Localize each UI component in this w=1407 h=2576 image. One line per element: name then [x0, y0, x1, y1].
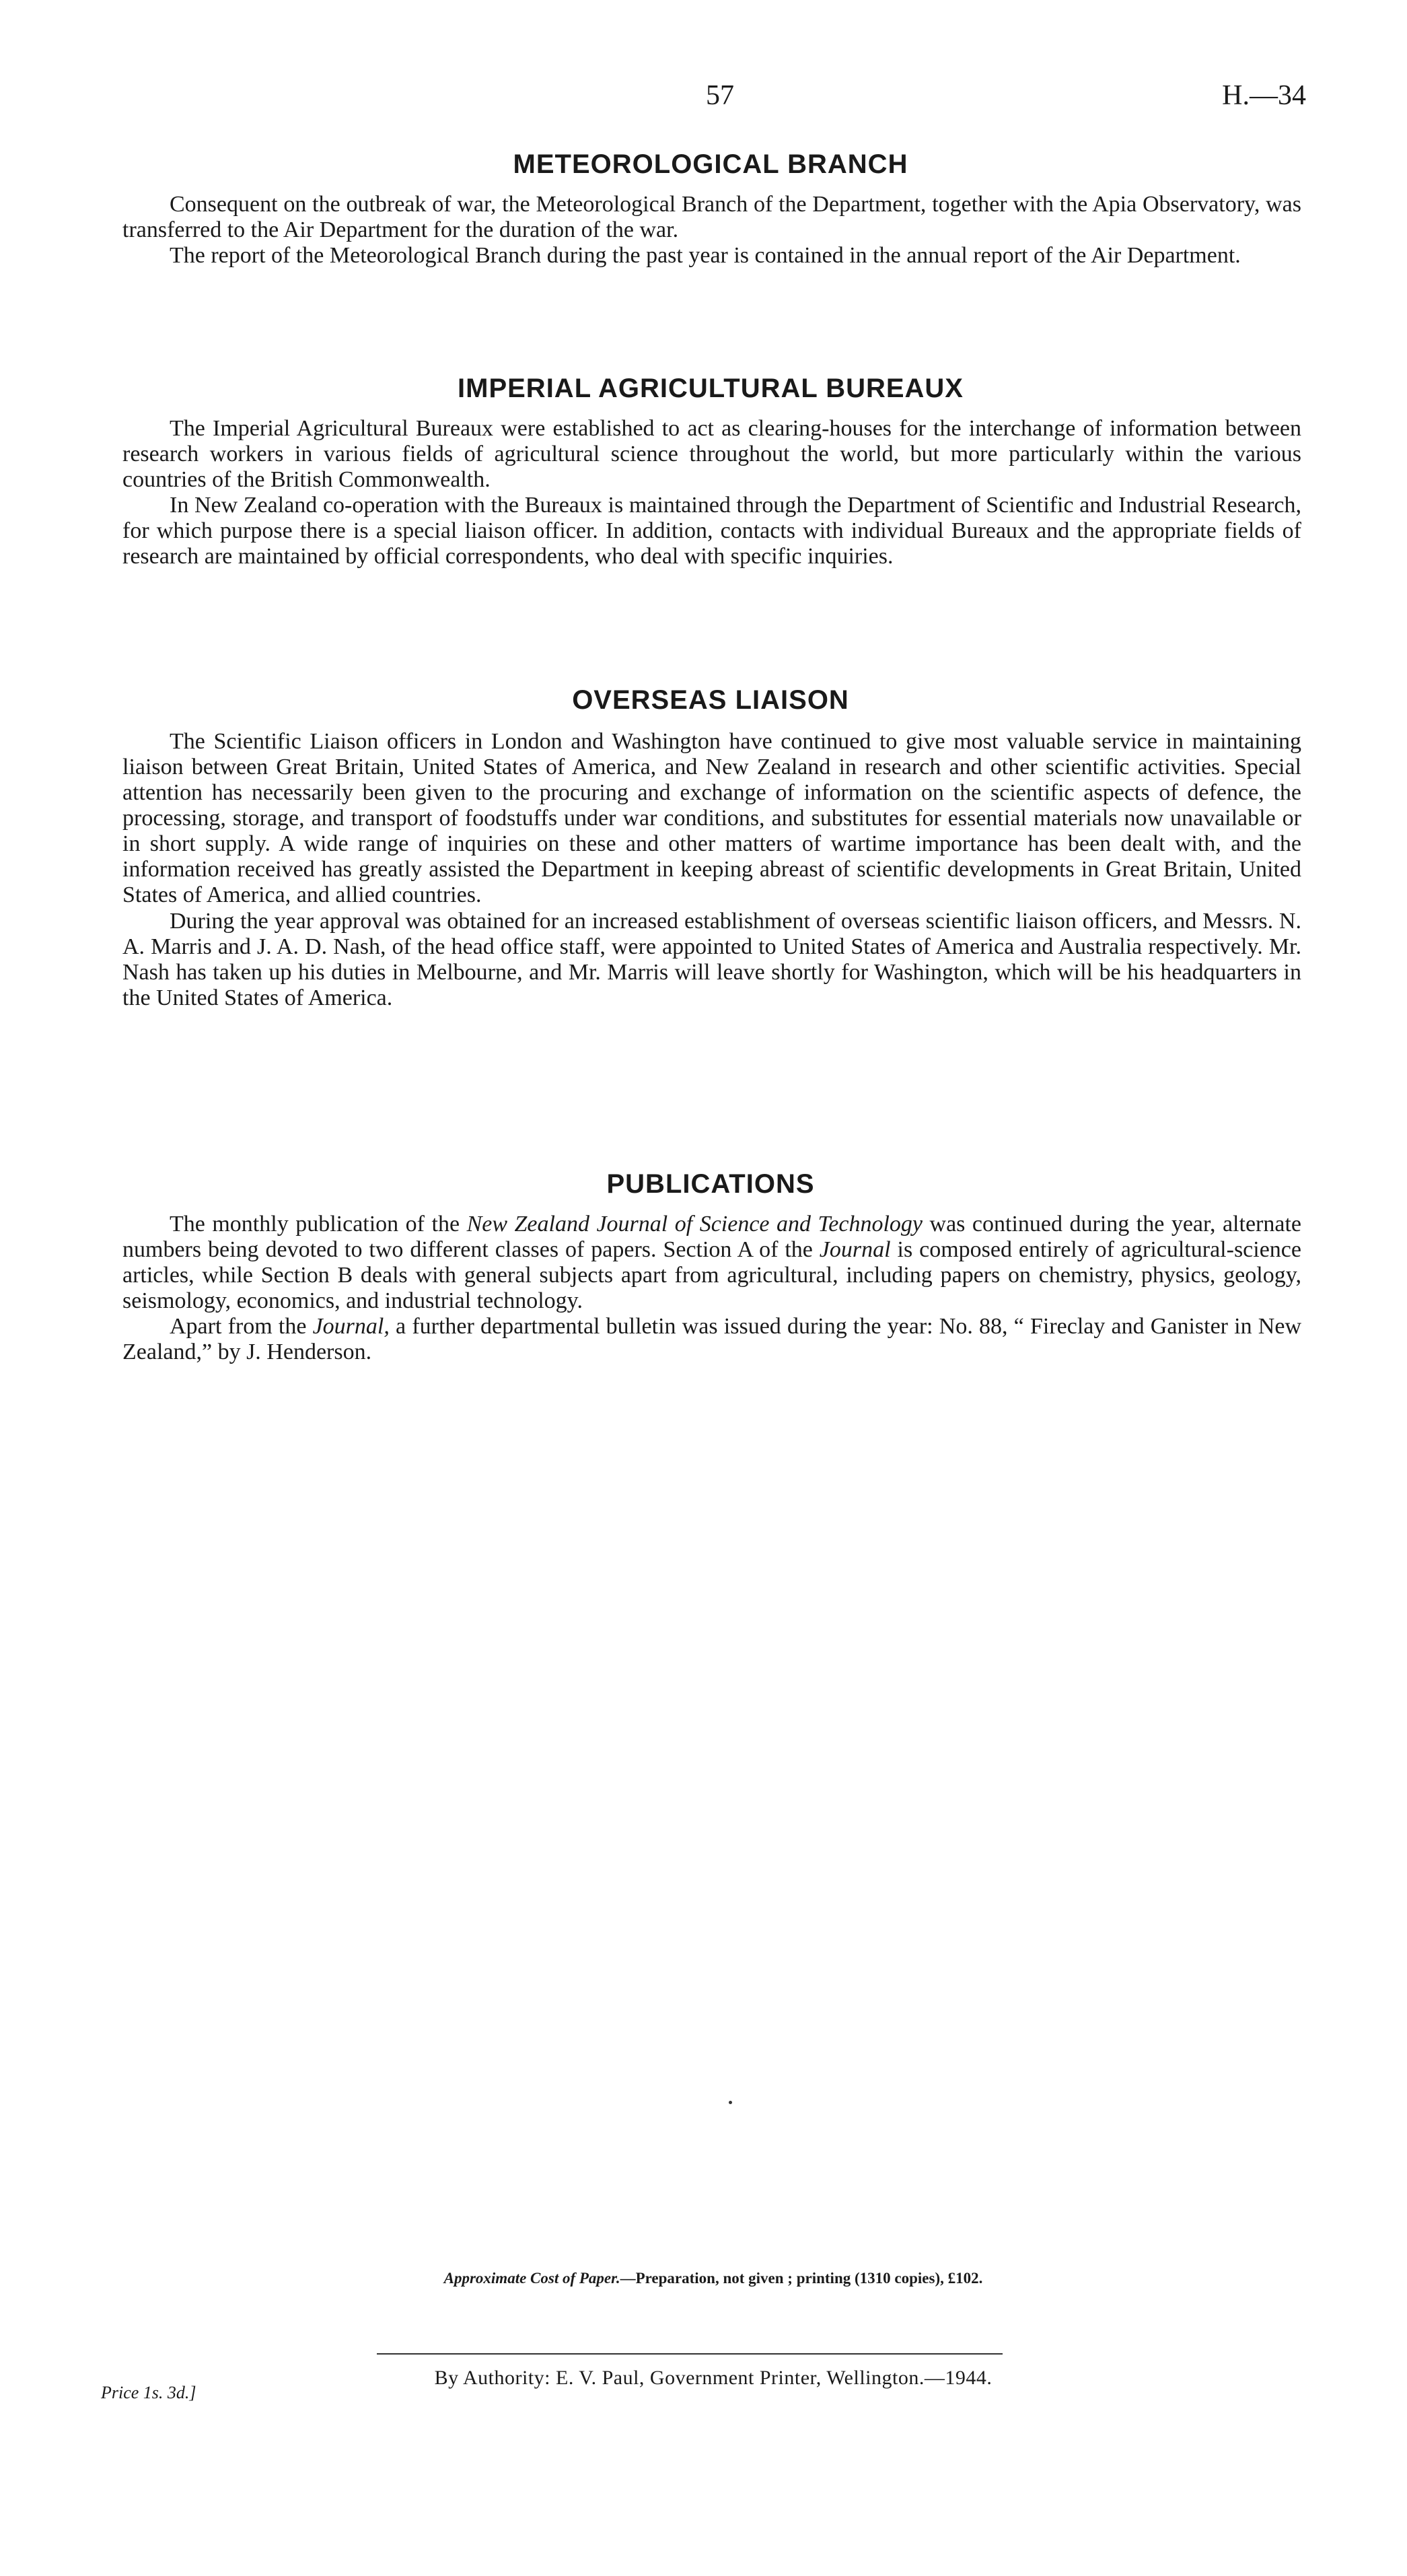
section-body-publications [122, 1212, 1301, 1365]
journal-short-title: Journal [819, 1237, 891, 1263]
print-speck [729, 2101, 732, 2104]
paragraph: During the year approval was obtained for an increased establishment of overseas scientific liaison officers, and Messrs. N. A. Marris and J. A. D. Nash, of the head office staff, were appointed to United States of America and Australia respectively. Mr. Nash has taken up his duties in Melbourne, and Mr. Marris will leave shortly for Washington, which will be his headquarters in the United States of America. [122, 908, 1301, 1010]
printer-imprint: By Authority: E. V. Paul, Government Printer, Wellington.—1944. [434, 2367, 993, 2389]
journal-short-title: Journal, [312, 1314, 390, 1339]
text-run: The monthly publication of the [170, 1212, 467, 1237]
section-heading-publications: PUBLICATIONS [606, 1169, 815, 1199]
section-body-agricultural-bureaux [122, 416, 1301, 569]
journal-title: New Zealand Journal of Science and Technology [466, 1212, 923, 1237]
section-heading-meteorological: METEOROLOGICAL BRANCH [513, 149, 908, 179]
paragraph: In New Zealand co-operation with the Bureaux is maintained through the Department of Scientific and Industrial Research, for which purpose there is a special liaison officer. In addition, contacts with individual Bureaux and the appropriate fields of research are maintained by official correspondents, who deal with specific inquiries. [122, 493, 1301, 569]
document-reference: H.—34 [1222, 80, 1306, 111]
paragraph: The Scientific Liaison officers in London and Washington have continued to give most valuable service in maintaining liaison between Great Britain, United States of America, and New Zealand in research and other scientific activities. Special attention has necessarily been given to the procuring and exchange of information on the scientific aspects of defence, the processing, storage, and transport of foodstuffs under war conditions, and substitutes for essential materials now unavailable or in short supply. A wide range of inquiries on these and other matters of wartime importance has been dealt with, and the information received has greatly assisted the Department in keeping abreast of scientific developments in Great Britain, United States of America, and allied countries. [122, 729, 1301, 908]
page-number: 57 [706, 80, 734, 111]
cost-note [202, 2270, 1225, 2287]
section-body-meteorological [122, 192, 1301, 269]
text-run: a further departmental bulletin was issued during the year: No. 88, “ Fireclay and Ganister in New Zealand,” by J. Henderson. [122, 1314, 1302, 1365]
section-body-overseas-liaison [122, 729, 1301, 1011]
paragraph: Consequent on the outbreak of war, the Meteorological Branch of the Department, together with the Apia Observatory, was transferred to the Air Department for the duration of the war. [122, 192, 1301, 243]
paragraph: The Imperial Agricultural Bureaux were established to act as clearing-houses for the interchange of information between research workers in various fields of agricultural science throughout the world, but more particularly within the various countries of the British Commonwealth. [122, 416, 1301, 493]
text-run: Apart from the [170, 1314, 313, 1339]
paragraph: The report of the Meteorological Branch during the past year is contained in the annual report of the Air Department. [170, 243, 1241, 269]
footer-divider [377, 2353, 1003, 2355]
section-heading-overseas-liaison: OVERSEAS LIAISON [572, 685, 849, 715]
cost-text: —Preparation, not given ; printing (1310 copies), £102. [620, 2270, 983, 2287]
cost-label: Approximate Cost of Paper. [443, 2270, 620, 2287]
text-run: is composed entirely of agricultural-science articles, while Section B deals with general subjects apart from agricultural, including papers on chemistry, physics, geology, seismology, economics, and industrial technology. [122, 1237, 1301, 1314]
price-note: Price 1s. 3d.] [101, 2383, 196, 2402]
section-heading-agricultural-bureaux: IMPERIAL AGRICULTURAL BUREAUX [458, 374, 964, 403]
text-run: was continued during the year, alternate numbers being devoted to two different classes of papers. Section A of the [122, 1212, 1301, 1263]
paragraph [122, 1314, 1301, 1365]
paragraph [122, 1212, 1301, 1314]
